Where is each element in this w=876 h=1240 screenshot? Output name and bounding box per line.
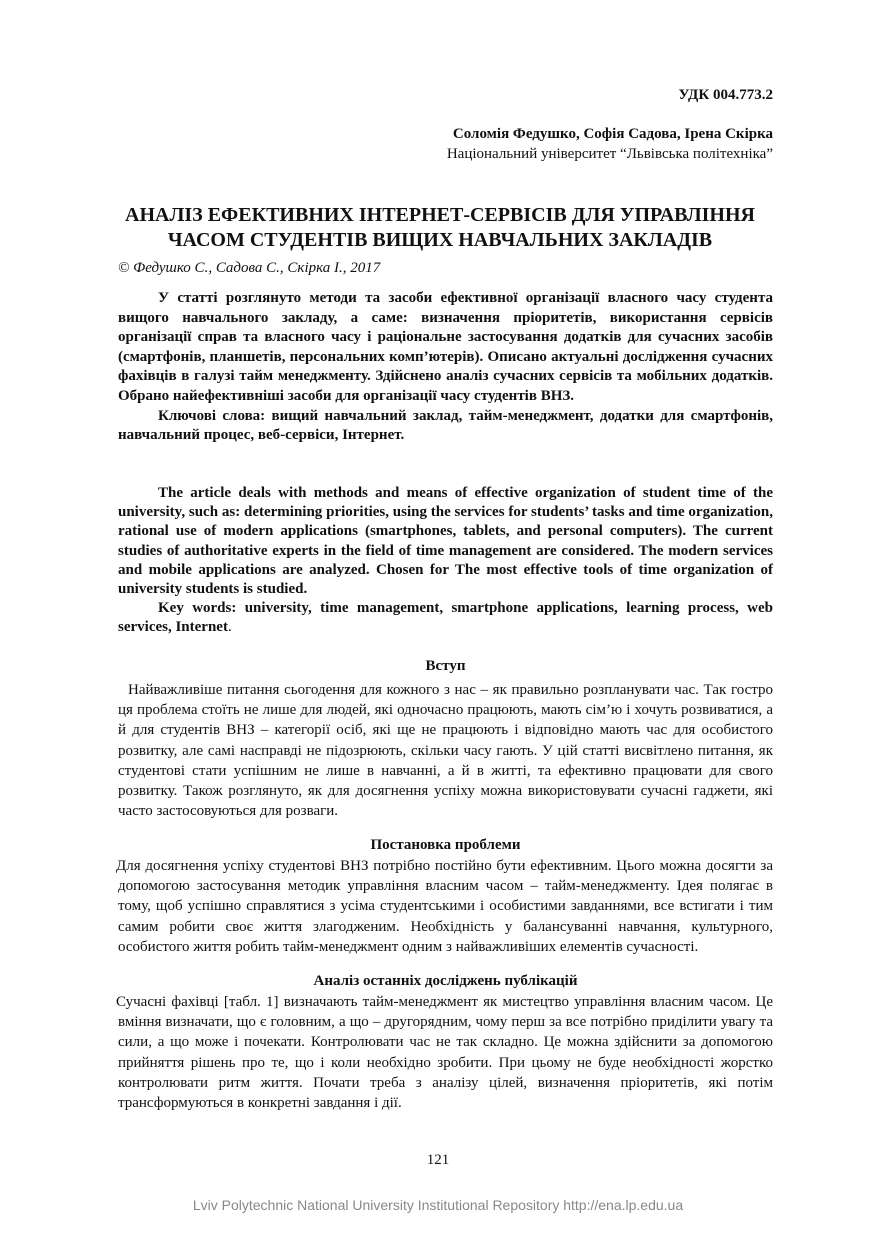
title-line-1: АНАЛІЗ ЕФЕКТИВНИХ ІНТЕРНЕТ-СЕРВІСІВ ДЛЯ УПРАВЛІННЯ [125,204,755,226]
copyright-line: © Федушко С., Садова С., Скірка І., 2017 [118,260,381,276]
section-text-analysis: Сучасні фахівці [табл. 1] визначають тайм-менеджмент як мистецтво управління власним часом. Це вміння визначати, що є головним, а що – другорядним, чому перш за все потрібно приділити увагу та сили, а що може і почекати. Контролювати час не так складно. Це можна здійснити за допомогою прийняття рішень про те, що і коли необхідно зробити. При цьому не буде необхідності жорстко контролювати ритм життя. Почати треба з аналізу цілей, визначення пріоритетів, які потім трансформуються в конкретні завдання і дії. [116,994,773,1112]
page-number: 121 [426,1152,450,1168]
paper-title [60,203,820,253]
section-heading-analysis: Аналіз останніх досліджень публікацій [313,973,578,989]
section-heading-problem: Постановка проблеми [370,837,521,853]
author-names: Соломія Федушко, Софія Садова, Ірена Скірка [452,126,773,142]
abstract-english [118,484,773,638]
udk-code: УДК 004.773.2 [678,87,773,103]
abstract-en-keywords-para [118,599,773,637]
title-line-2: ЧАСОМ СТУДЕНТІВ ВИЩИХ НАВЧАЛЬНИХ ЗАКЛАДІВ [167,229,713,251]
author-block [447,124,773,164]
abstract-uk-keywords: Ключові слова: вищий навчальний заклад, тайм-менеджмент, додатки для смартфонів, навчальний процес, веб-сервіси, Інтернет. [118,407,773,444]
section-heading-intro: Вступ [425,658,466,674]
section-text-intro: Найважливіше питання сьогодення для кожного з нас – як правильно розпланувати час. Так гостро ця проблема стоїть не лише для людей, які одночасно працюють, мають сім’ю і хочуть розвиватися, а й для студентів ВНЗ – категорії осіб, які ще не працюють і відповідно мають час для особистого розвитку, але самі насправді не підозрюють, скільки часу гають. У цій статті висвітлено питання, як студентові стати успішним не лише в навчанні, а й в житті, та ефективно працювати для свого розвитку. Також розглянуто, як для досягнення успіху можна використовувати сучасні гаджети, які часто застосовуються для розваги. [118,682,773,820]
abstract-en-keywords: Key words: university, time management, smartphone applications, learning process, web services, Internet [118,600,773,636]
section-text-problem: Для досягнення успіху студентові ВНЗ потрібно постійно бути ефективним. Цього можна досягти за допомогою застосування методик управління власним часом – тайм-менеджменту. Ідея полягає в тому, щоб успішно справлятися з усіма студентськими і особистими завданнями, все встигати і тим самим робити своє життя злагодженим. Необхідність у балансуванні навчання, культурного, особистого життя робить тайм-менеджмент одним з найважливіших елементів сучасності. [116,858,773,955]
abstract-uk-text: У статті розглянуто методи та засоби ефективної організації власного часу студента вищого навчального закладу, а саме: визначення пріоритетів, використання сервісів організації справ та власного часу і раціональне застосування додатків для сучасних засобів (смартфонів, планшетів, персональних комп’ютерів). Описано актуальні дослідження сучасних фахівців в галузі тайм менеджменту. Здійснено аналіз сучасних сервісів та мобільних додатків. Обрано найефективніші засоби для організації часу студентів ВНЗ. [118,290,773,404]
abstract-ukrainian [118,289,773,446]
repository-footer: Lviv Polytechnic National University Institutional Repository http://ena.lp.edu.ua [192,1197,684,1213]
abstract-en-keywords-end: . [227,619,232,636]
affiliation: Національний університет “Львівська політехніка” [446,146,773,162]
abstract-en-text: The article deals with methods and means of effective organization of student time of the university, such as: determining priorities, using the services for students’ tasks and time organization, rational use of modern applications (smartphones, tablets, and personal computers). The current studies of authoritative experts in the field of time management are considered. The modern services and mobile applications are analyzed. Chosen for The most effective tools of time organization of university students is studied. [118,485,773,598]
